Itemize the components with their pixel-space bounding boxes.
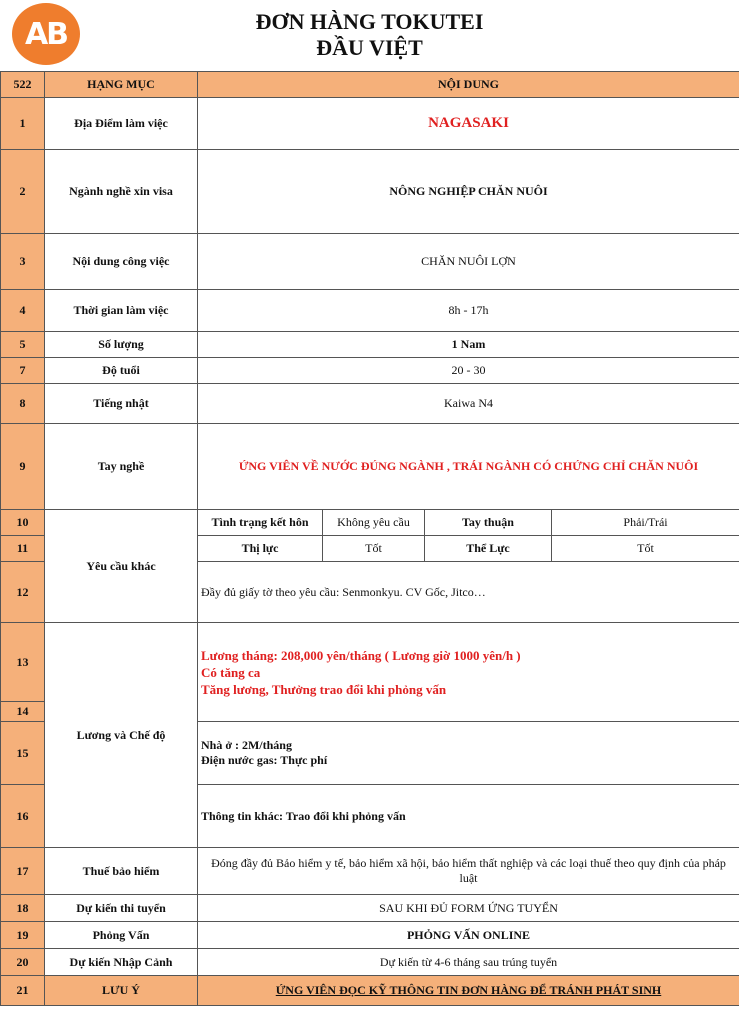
row-label: Số lượng <box>45 332 198 358</box>
salary-benefits-label: Lương và Chế độ <box>45 623 198 848</box>
table-row <box>1 384 739 424</box>
utilities-cost: Điện nước gas: Thực phí <box>201 753 328 767</box>
row-number: 2 <box>1 150 45 234</box>
row-number: 4 <box>1 290 45 332</box>
other-requirements-label: Yêu cầu khác <box>45 510 198 623</box>
table-row <box>1 234 739 290</box>
monthly-salary: Lương tháng: 208,000 yên/tháng ( Lương giờ 1000 yên/h ) <box>201 647 521 663</box>
entry-schedule: Dự kiến từ 4-6 tháng sau trúng tuyển <box>198 949 739 976</box>
table-row <box>1 848 739 895</box>
table-row <box>1 424 739 510</box>
row-label: Phỏng Vấn <box>45 922 198 949</box>
row-number: 14 <box>1 702 45 722</box>
note-text: ỨNG VIÊN ĐỌC KỸ THÔNG TIN ĐƠN HÀNG ĐỂ TRÁNH PHÁT SINH <box>198 976 739 1006</box>
fitness-value: Tốt <box>552 536 739 562</box>
row-number: 8 <box>1 384 45 424</box>
table-header <box>1 72 739 98</box>
category-header: HẠNG MỤC <box>45 72 198 98</box>
table-row <box>1 895 739 922</box>
table-row <box>1 98 739 150</box>
fitness-label: Thể Lực <box>425 536 552 562</box>
marital-status-value: Không yêu cầu <box>323 510 425 536</box>
eyesight-value: Tốt <box>323 536 425 562</box>
order-table <box>0 71 739 1006</box>
row-number: 9 <box>1 424 45 510</box>
order-code: 522 <box>1 72 45 98</box>
quantity: 1 Nam <box>198 332 739 358</box>
row-label: Tiếng nhật <box>45 384 198 424</box>
row-label: Độ tuổi <box>45 358 198 384</box>
marital-status-label: Tình trạng kết hôn <box>198 510 323 536</box>
row-number: 19 <box>1 922 45 949</box>
row-label: Dự kiến Nhập Cảnh <box>45 949 198 976</box>
row-label: Thời gian làm việc <box>45 290 198 332</box>
table-row <box>1 358 739 384</box>
salary-info <box>198 623 739 722</box>
other-info: Thông tin khác: Trao đổi khi phỏng vấn <box>198 785 739 848</box>
skill-requirement: ỨNG VIÊN VỀ NƯỚC ĐÚNG NGÀNH , TRÁI NGÀNH CÓ CHỨNG CHỈ CHĂN NUÔI <box>198 424 739 510</box>
exam-schedule: SAU KHI ĐỦ FORM ỨNG TUYỂN <box>198 895 739 922</box>
tax-insurance: Đóng đầy đủ Bảo hiểm y tế, bảo hiểm xã hội, bảo hiểm thất nghiệp và các loại thuế theo quy định của pháp luật <box>198 848 739 895</box>
row-number: 20 <box>1 949 45 976</box>
japanese-level: Kaiwa N4 <box>198 384 739 424</box>
eyesight-label: Thị lực <box>198 536 323 562</box>
table-row <box>1 290 739 332</box>
interview-type: PHỎNG VẤN ONLINE <box>198 922 739 949</box>
row-number: 16 <box>1 785 45 848</box>
row-label: Thuế bảo hiểm <box>45 848 198 895</box>
row-number: 10 <box>1 510 45 536</box>
row-number: 18 <box>1 895 45 922</box>
work-hours: 8h - 17h <box>198 290 739 332</box>
table-row <box>1 332 739 358</box>
row-label: Tay nghề <box>45 424 198 510</box>
job-content: CHĂN NUÔI LỢN <box>198 234 739 290</box>
row-number: 12 <box>1 562 45 623</box>
row-label: Dự kiến thi tuyển <box>45 895 198 922</box>
page-title: ĐƠN HÀNG TOKUTEI <box>255 9 484 34</box>
overtime: Có tăng ca <box>201 664 261 680</box>
row-number: 17 <box>1 848 45 895</box>
table-row <box>1 510 739 536</box>
documents-requirement: Đầy đủ giấy tờ theo yêu cầu: Senmonkyu. CV Gốc, Jitco… <box>198 562 739 623</box>
housing-info <box>198 722 739 785</box>
row-number: 1 <box>1 98 45 150</box>
row-number: 3 <box>1 234 45 290</box>
content-header: NỘI DUNG <box>198 72 739 98</box>
row-label: Nội dung công việc <box>45 234 198 290</box>
row-number: 11 <box>1 536 45 562</box>
page-subtitle: ĐẦU VIỆT <box>316 35 423 60</box>
handedness-value: Phải/Trái <box>552 510 739 536</box>
table-row <box>1 922 739 949</box>
row-number: 15 <box>1 722 45 785</box>
logo-text: AB <box>24 16 68 52</box>
row-number: 7 <box>1 358 45 384</box>
raise-bonus: Tăng lương, Thưởng trao đổi khi phỏng vấn <box>201 681 447 697</box>
table-row <box>1 976 739 1006</box>
work-location: NAGASAKI <box>198 98 739 150</box>
row-number: 21 <box>1 976 45 1006</box>
row-number: 13 <box>1 623 45 702</box>
table-row <box>1 949 739 976</box>
housing-cost: Nhà ở : 2M/tháng <box>201 738 292 752</box>
handedness-label: Tay thuận <box>425 510 552 536</box>
table-row <box>1 150 739 234</box>
age-range: 20 - 30 <box>198 358 739 384</box>
row-label: LƯU Ý <box>45 976 198 1006</box>
row-label: Địa Điểm làm việc <box>45 98 198 150</box>
table-row <box>1 623 739 702</box>
visa-field: NÔNG NGHIỆP CHĂN NUÔI <box>198 150 739 234</box>
row-number: 5 <box>1 332 45 358</box>
row-label: Ngành nghề xin visa <box>45 150 198 234</box>
